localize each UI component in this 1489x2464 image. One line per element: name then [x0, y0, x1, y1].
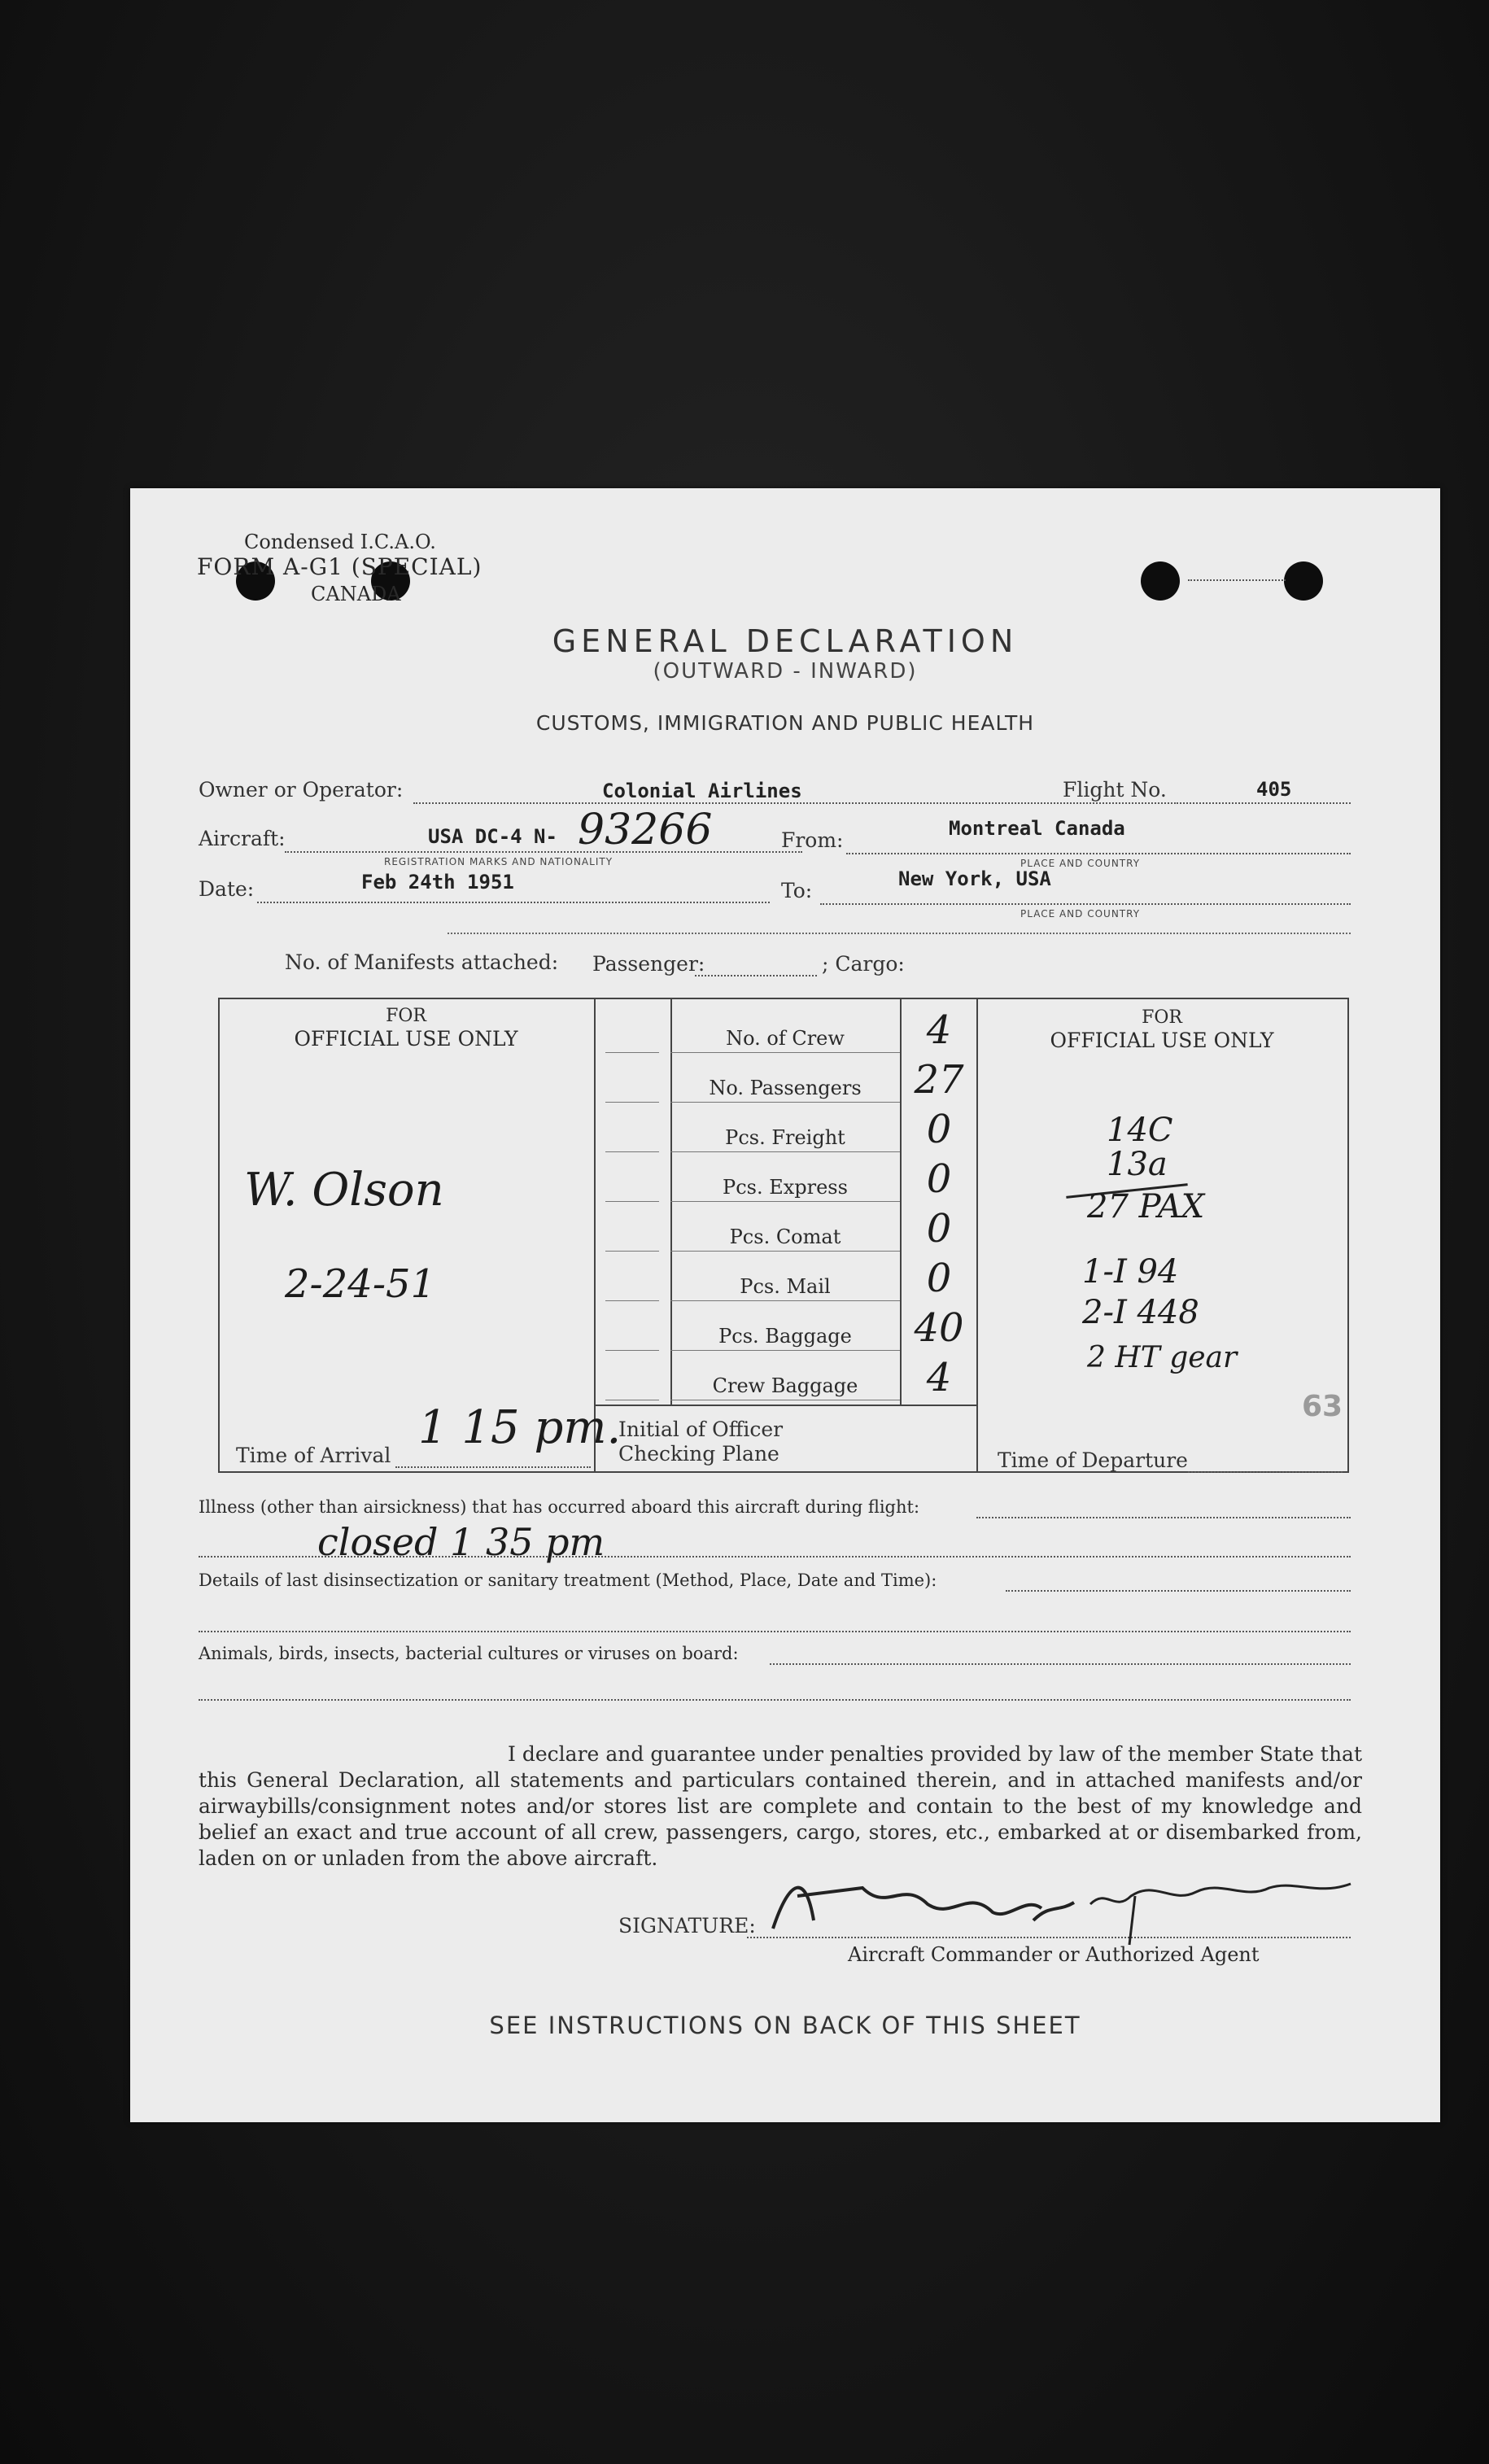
initial-label-1: Initial of Officer	[618, 1418, 784, 1441]
table-row-label: Pcs. Express	[723, 1176, 848, 1199]
owner-line	[413, 802, 1178, 804]
right-hand-note: 27 PAX	[1087, 1188, 1205, 1225]
table-row-tick	[605, 1251, 659, 1252]
table-row-value: 0	[926, 1256, 952, 1301]
table-row-divider	[594, 1405, 976, 1406]
table-row-line	[670, 1300, 900, 1301]
passenger-line	[695, 975, 817, 976]
table-row-line	[670, 1350, 900, 1351]
table-top-border	[218, 998, 1349, 999]
table-row-line	[670, 1102, 900, 1103]
table-left-border	[218, 998, 220, 1473]
owner-label: Owner or Operator:	[199, 778, 404, 802]
page-subtitle: (OUTWARD - INWARD)	[653, 659, 918, 684]
to-caption: PLACE AND COUNTRY	[1020, 908, 1141, 920]
table-row-line	[670, 1151, 900, 1152]
table-row-value: 0	[926, 1206, 952, 1252]
right-hand-note: 13a	[1107, 1146, 1168, 1183]
declaration-text: I declare and guarantee under penalties provided by law of the member State that this General Declaration, all statements and particulars contained therein, and in attached manifests and/or airwaybills/consignment notes and/or stores list are complete and contain to the best of my knowledge and belief an exact and true account of all crew, passengers, cargo, stores, etc., embarked at or disembarked from, laden on or unladen from the above aircraft.	[199, 1742, 1362, 1870]
owner-value: Colonial Airlines	[602, 780, 802, 802]
illness-label: Illness (other than airsickness) that has occurred aboard this aircraft during flight:	[199, 1497, 920, 1517]
instructions-line: SEE INSTRUCTIONS ON BACK OF THIS SHEET	[489, 2012, 1081, 2039]
table-row-tick	[605, 1102, 659, 1103]
right-hand-note: 1-I 94	[1082, 1253, 1179, 1291]
right-hand-note: 2 HT gear	[1087, 1341, 1238, 1374]
punch-hole	[1284, 561, 1323, 601]
table-row-label: No. Passengers	[709, 1077, 862, 1099]
table-row-label: Pcs. Comat	[729, 1225, 841, 1248]
date-label: Date:	[199, 877, 255, 901]
from-line	[846, 853, 1351, 854]
divider-line	[448, 933, 1351, 934]
page-number-stamp: 63	[1302, 1390, 1343, 1423]
date-value: Feb 24th 1951	[361, 871, 514, 893]
disinsect-line-2	[199, 1631, 1351, 1632]
aircraft-handwritten: 93266	[578, 806, 713, 854]
table-row-value: 40	[914, 1305, 964, 1351]
disinsect-label: Details of last disinsectization or sanitary treatment (Method, Place, Date and Time):	[199, 1571, 937, 1590]
table-row-value: 0	[926, 1156, 952, 1202]
table-right-border	[1347, 998, 1349, 1473]
right-hand-note: 2-I 448	[1082, 1294, 1199, 1331]
passenger-label: Passenger:	[592, 952, 705, 976]
time-departure-line	[1188, 1471, 1343, 1473]
hole-dotline	[1188, 579, 1286, 581]
table-row-value: 27	[914, 1057, 964, 1103]
closed-handwritten: closed 1 35 pm	[317, 1520, 605, 1564]
punch-hole	[1141, 561, 1180, 601]
form-header-line1: Condensed I.C.A.O.	[244, 531, 436, 553]
aircraft-line	[285, 851, 802, 853]
table-row-line	[670, 1052, 900, 1053]
from-label: From:	[781, 828, 844, 852]
from-value: Montreal Canada	[949, 817, 1125, 840]
animals-line-2	[199, 1699, 1351, 1701]
officer-handwritten-date: 2-24-51	[285, 1261, 436, 1307]
table-row-tick	[605, 1201, 659, 1202]
time-arrival-line	[395, 1466, 591, 1468]
table-row-line	[670, 1201, 900, 1202]
table-row-label: No. of Crew	[726, 1027, 845, 1050]
table-row-value: 4	[926, 1355, 952, 1400]
date-line	[257, 902, 770, 903]
table-row-tick	[605, 1151, 659, 1152]
signature-caption: Aircraft Commander or Authorized Agent	[848, 1943, 1260, 1966]
animals-line	[770, 1663, 1351, 1665]
table-row-label: Crew Baggage	[712, 1374, 858, 1397]
form-header-line3: CANADA	[311, 583, 401, 605]
flight-label: Flight No.	[1063, 778, 1167, 802]
from-caption: PLACE AND COUNTRY	[1020, 858, 1141, 869]
aircraft-label: Aircraft:	[199, 827, 286, 850]
left-official-label: OFFICIAL USE ONLY	[294, 1027, 518, 1051]
table-row-value: 0	[926, 1107, 952, 1152]
declaration-sheet	[130, 488, 1440, 2122]
manifests-label: No. of Manifests attached:	[285, 950, 559, 974]
table-row-line	[670, 1251, 900, 1252]
table-row-label: Pcs. Mail	[740, 1275, 831, 1298]
illness-line	[976, 1517, 1351, 1518]
signature-label: SIGNATURE:	[618, 1914, 756, 1938]
officer-handwritten-name: W. Olson	[244, 1164, 444, 1217]
table-divider	[900, 998, 902, 1405]
right-official-label: OFFICIAL USE ONLY	[1050, 1029, 1274, 1052]
table-row-tick	[605, 1300, 659, 1301]
page-title: GENERAL DECLARATION	[552, 623, 1019, 659]
to-label: To:	[781, 879, 813, 902]
to-line	[820, 903, 1351, 905]
initial-label-2: Checking Plane	[618, 1442, 779, 1466]
flight-line	[1180, 802, 1351, 804]
table-row-tick	[605, 1052, 659, 1053]
table-row-tick	[605, 1350, 659, 1351]
table-row-value: 4	[926, 1007, 952, 1053]
to-value: New York, USA	[898, 867, 1051, 890]
time-arrival-value: 1 15 pm.	[418, 1401, 622, 1454]
animals-label: Animals, birds, insects, bacterial cultures or viruses on board:	[199, 1644, 739, 1663]
time-departure-label: Time of Departure	[998, 1448, 1188, 1472]
agencies-line: CUSTOMS, IMMIGRATION AND PUBLIC HEALTH	[535, 711, 1035, 735]
disinsect-line	[1006, 1590, 1351, 1592]
table-row-label: Pcs. Freight	[725, 1126, 845, 1149]
form-header-line2: FORM A-G1 (SPECIAL)	[197, 553, 483, 580]
left-for-label: FOR	[386, 1006, 426, 1026]
time-arrival-label: Time of Arrival	[236, 1444, 391, 1467]
table-divider	[976, 998, 978, 1473]
flight-value: 405	[1256, 778, 1292, 801]
right-hand-note: 14C	[1107, 1112, 1173, 1149]
aircraft-caption: REGISTRATION MARKS AND NATIONALITY	[384, 856, 614, 867]
table-row-label: Pcs. Baggage	[718, 1325, 852, 1348]
cargo-label: ; Cargo:	[822, 952, 905, 976]
aircraft-typed: USA DC-4 N-	[428, 825, 557, 848]
right-for-label: FOR	[1142, 1007, 1182, 1028]
handwritten-signature	[765, 1863, 1367, 1953]
